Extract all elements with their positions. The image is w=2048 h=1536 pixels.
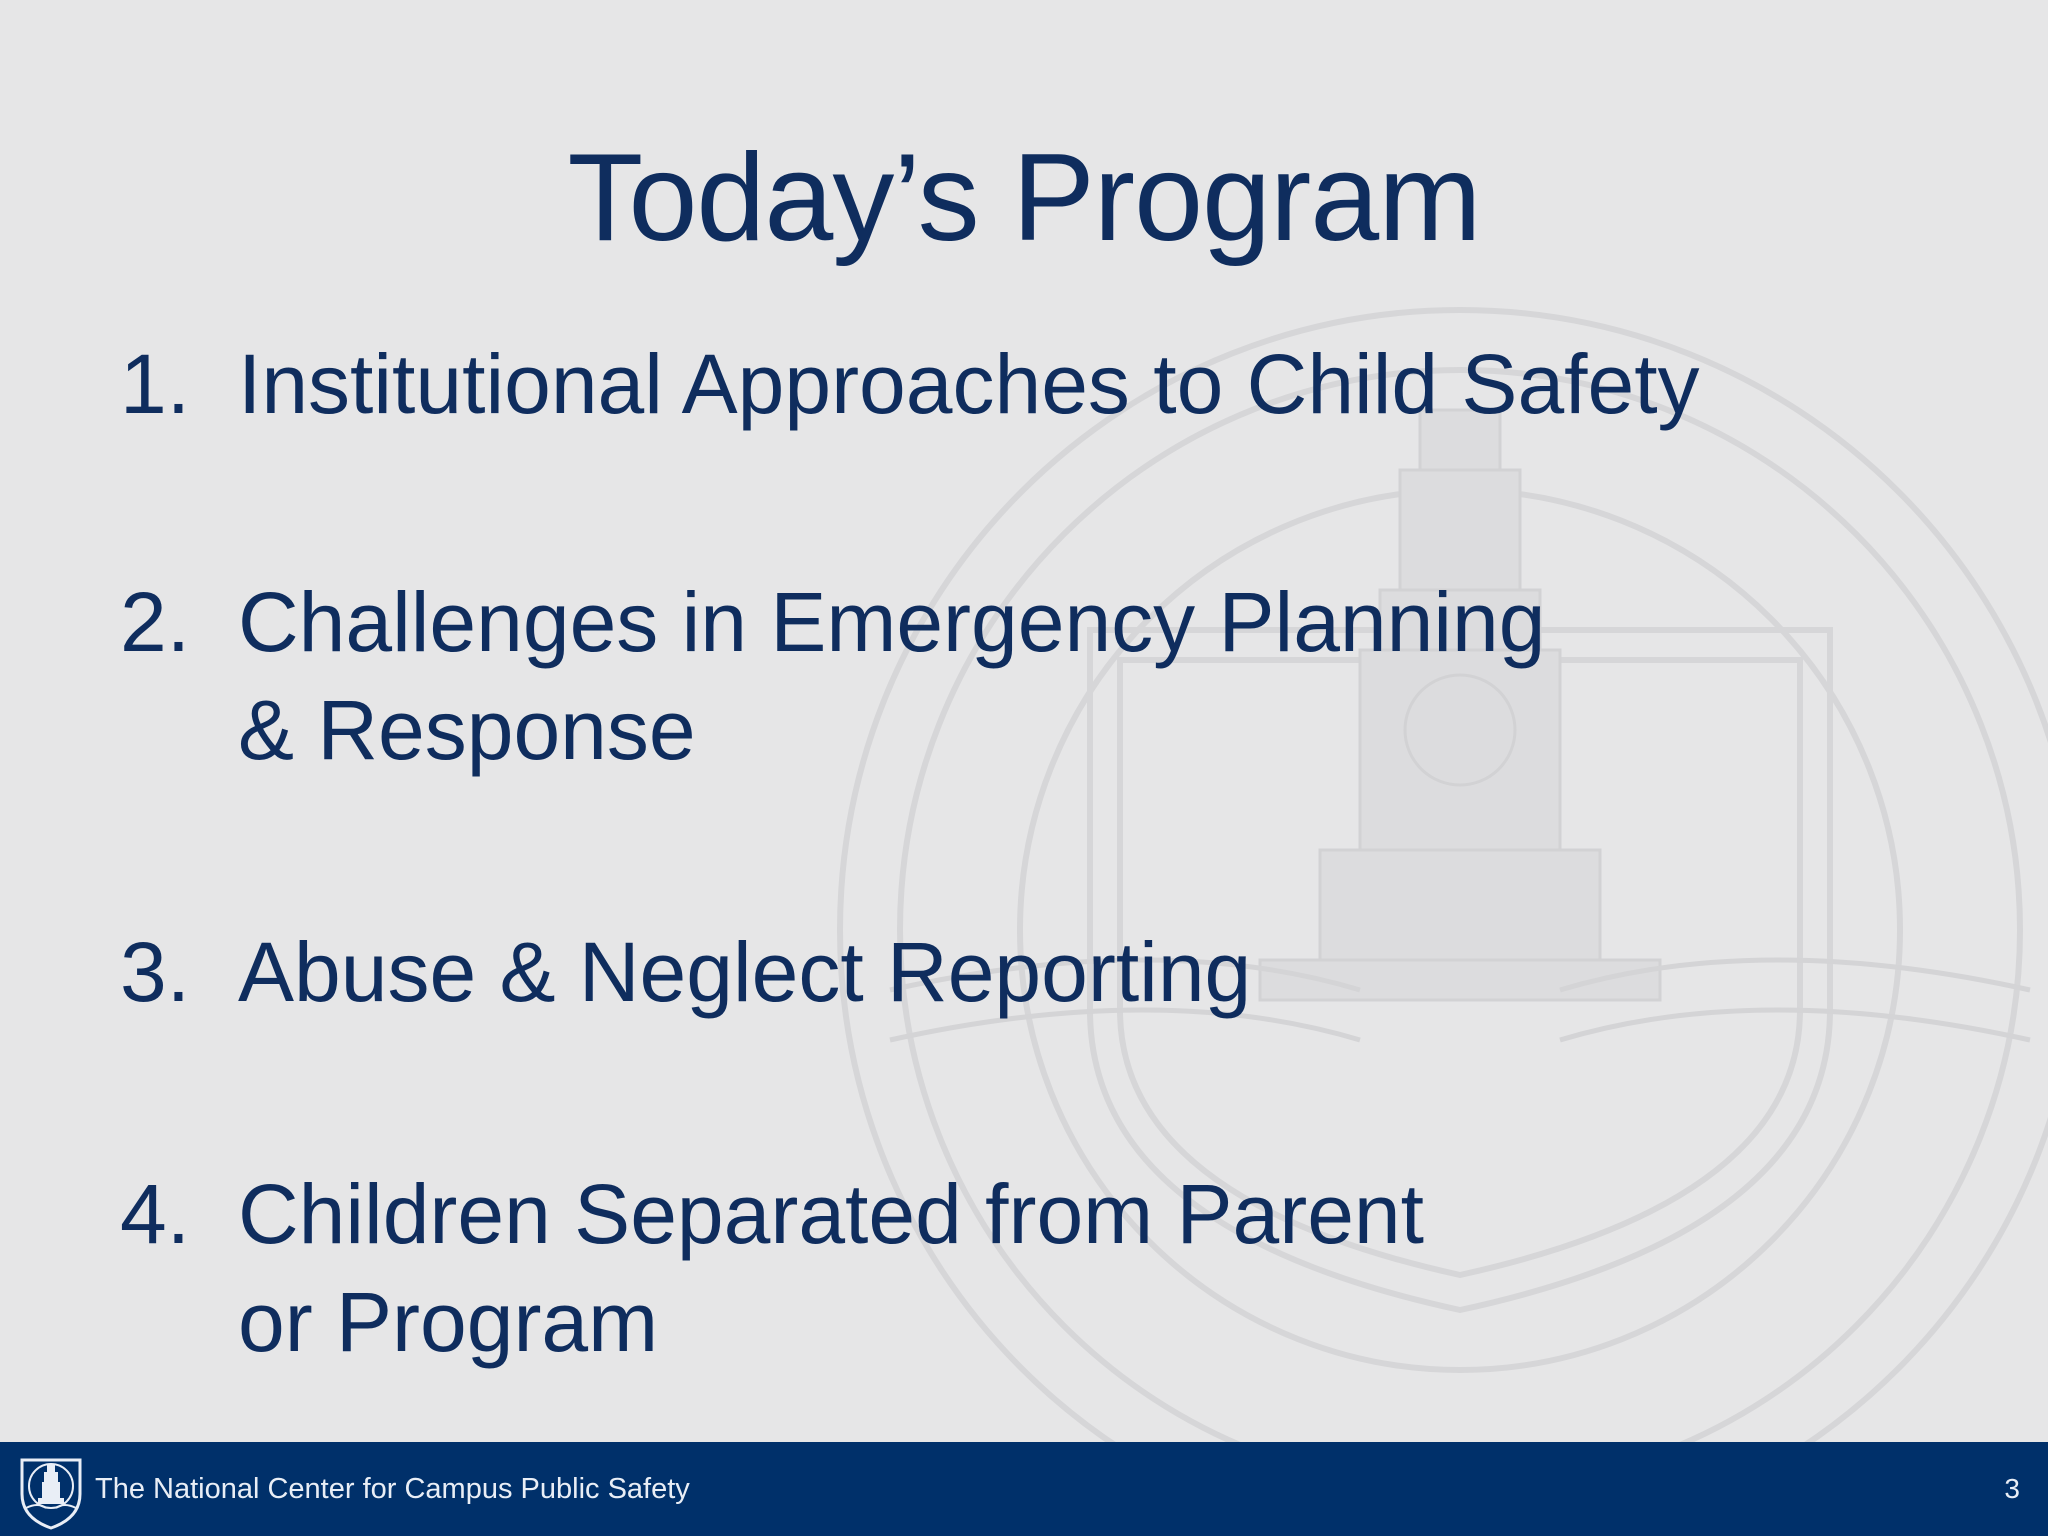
item-text [238,918,1940,1026]
item-text [238,330,1940,438]
program-item-4 [120,1160,1940,1376]
item-number: 3. [120,925,191,1019]
item-line: Challenges in Emergency Planning [238,575,1546,669]
program-item-3 [120,918,1940,1026]
item-number: 2. [120,575,191,669]
item-text [238,568,1940,784]
slide-title: Today’s Program [567,129,1481,267]
item-line: or Program [238,1275,659,1369]
program-item-1 [120,330,1940,438]
item-line: Children Separated from Parent [238,1167,1424,1261]
item-line: Abuse & Neglect Reporting [238,925,1252,1019]
program-item-2 [120,568,1940,784]
item-line: Institutional Approaches to Child Safety [238,337,1700,431]
item-number: 1. [120,337,191,431]
campus-safety-logo-icon [16,1450,86,1532]
footer-organization-name: The National Center for Campus Public Safety [95,1473,690,1505]
item-text [238,1160,1940,1376]
item-line: & Response [238,683,696,777]
item-number: 4. [120,1167,191,1261]
page-number: 3 [2004,1473,2020,1504]
footer-bar [0,1442,2048,1536]
